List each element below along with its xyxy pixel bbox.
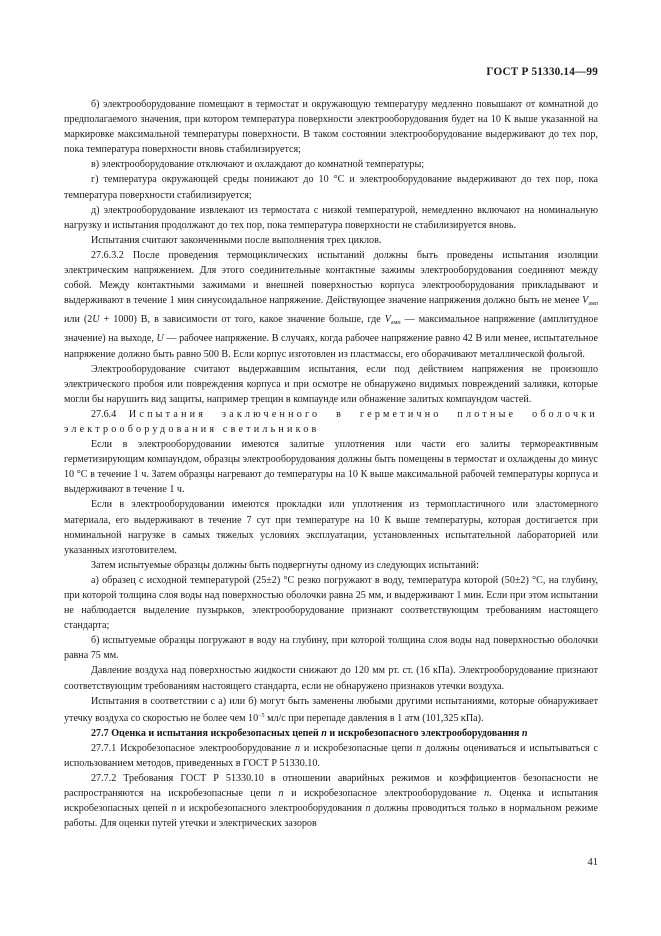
text-run: и искробезопасные цепи bbox=[300, 742, 417, 754]
text-run: 27.6.3.2 После проведения термоциклических испытаний должны быть проведены испытания изоляции электрическим напряжением. Для этого соединительные контактные зажимы электрооборудования соединяют между собой. Между контактными зажимами и внешней поверхностью корпуса электрооборудования прикладывают и выдерживают в течение 1 мин синусоидальное напряжение. Действующее значение напряжения должно быть не менее bbox=[64, 249, 598, 307]
paragraph: Испытания считают законченными после выполнения трех циклов. bbox=[91, 234, 382, 246]
text-run: мл/с при перепаде давления в 1 атм (101,325 кПа). bbox=[264, 712, 484, 724]
paragraph bbox=[64, 248, 598, 362]
text-run: и искробезопасного электрооборудования bbox=[326, 727, 522, 739]
standard-header: ГОСТ Р 51330.14—99 bbox=[486, 66, 598, 78]
symbol-n: n bbox=[521, 727, 528, 739]
paragraph: б) электрооборудование помещают в термостат и окружающую температуру медленно повышают от комнатной до предполагаемого значения, при котором температура поверхности электрооборудования будет на 10 К выше указанной на маркировке максимальной температуры поверхности. В таком состоянии электрооборудование выдерживают до тех пор, пока температура поверхности вновь стабилизируется; bbox=[64, 99, 598, 156]
text-run: — рабочее напряжение. В случаях, когда рабочее напряжение равно 42 В или менее, испытательное напряжение должно быть равно 500 В. Если корпус изготовлен из пластмассы, его оборачивают металлической фольгой. bbox=[64, 333, 598, 360]
section-heading bbox=[64, 726, 598, 741]
text-run: должны оцениваться и испытываться с использованием методов, приведенных в ГОСТ Р 51330.10. bbox=[64, 742, 598, 770]
symbol-n: n bbox=[484, 788, 490, 800]
text-run: 27.7 Оценка и испытания искробезопасных цепей bbox=[91, 727, 322, 739]
subscript: амп bbox=[390, 320, 401, 327]
text-run: должны проводиться только в нормальном режиме работы. Для оценки путей утечки и электрических зазоров bbox=[64, 803, 599, 830]
paragraph: Давление воздуха над поверхностью жидкости снижают до 120 мм рт. ст. (16 кПа). Электрооборудование признают соответствующим требованиям настоящего стандарта, если не обнаружено признаков утечки воздуха. bbox=[64, 665, 598, 692]
symbol-u: U bbox=[92, 314, 100, 326]
paragraph bbox=[64, 694, 598, 726]
text-run: и искробезопасного электрооборудования bbox=[176, 803, 366, 815]
text-run: 27.7.2 Требования ГОСТ Р 51330.10 в отношении аварийных режимов и коэффициентов безопасности не распространяются на искробезопасные цепи bbox=[64, 773, 598, 800]
symbol-n: n bbox=[294, 742, 300, 754]
paragraph: Электрооборудование считают выдержавшим испытания, если под действием напряжения не произошло электрического пробоя или повреждения корпуса и при осмотре не обнаружено видимых повреждений заливки, которые могли бы нарушить вид защиты, например трещин в компаунде или обнажение залитых компаундом частей. bbox=[64, 363, 598, 405]
paragraph: в) электрооборудование отключают и охлаждают до комнатной температуры; bbox=[91, 159, 425, 171]
paragraph bbox=[64, 771, 598, 831]
document-page bbox=[64, 0, 598, 936]
paragraph: Затем испытуемые образцы должны быть подвергнуты одному из следующих испытаний: bbox=[91, 559, 479, 571]
paragraph: д) электрооборудование извлекают из термостата с низкой температурой, немедленно включают на номинальную нагрузку и испытания продолжают до тех пор, пока температура поверхности не стабилизируется вновь. bbox=[64, 204, 598, 231]
symbol-n: n bbox=[416, 742, 422, 754]
paragraph: б) испытуемые образцы погружают в воду на глубину, при которой толщина слоя воды над поверхностью оболочки равна 75 мм. bbox=[64, 635, 598, 662]
symbol-v: V bbox=[582, 295, 589, 307]
body-text bbox=[64, 97, 598, 832]
paragraph: г) температура окружающей среды понижают до 10 °С и электрооборудование выдерживают до тех пор, пока температура поверхности стабилизируется; bbox=[64, 174, 598, 201]
section-heading bbox=[64, 407, 598, 437]
symbol-n: n bbox=[321, 727, 327, 739]
text-run: и искробезопасное электрооборудование bbox=[283, 788, 485, 800]
page-number: 41 bbox=[587, 857, 598, 868]
paragraph: Если в электрооборудовании имеются залитые уплотнения или части его залиты термореактивным герметизирующим компаундом, образцы электрооборудования должны быть помещены в термостат и охлаждены до минус 10 °С в течение 1 ч. Затем образцы нагревают до температуры на 10 К выше максимальной рабочей температуры корпуса и выдерживают в течение 1 ч. bbox=[64, 439, 598, 496]
text-run: — максимальное напряжение (амплитудное значение) на выходе, bbox=[64, 314, 598, 345]
symbol-u: U bbox=[156, 333, 164, 345]
subscript: амп bbox=[588, 301, 598, 308]
text-run: . Оценка и испытания искробезопасных цепей bbox=[64, 788, 598, 815]
symbol-n: n bbox=[365, 803, 371, 815]
section-title: Испытания заключенного в герметично плотные оболочки электрооборудования светильников bbox=[64, 408, 599, 435]
symbol-n: n bbox=[278, 788, 284, 800]
text-run: или (2 bbox=[64, 314, 93, 326]
superscript: −5 bbox=[258, 712, 265, 719]
text-run: + 1000) В, в зависимости от того, какое значение больше, где bbox=[99, 314, 385, 326]
paragraph: а) образец с исходной температурой (25±2) °С резко погружают в воду, температура которой (50±2) °С, на глубину, при которой толщина слоя воды над поверхностью оболочки равна 25 мм, и выдерживают 1 мин. Если при этом испытании не наблюдается выделение пузырьков, электрооборудование признают соответствующим требованиям настоящего стандарта; bbox=[64, 574, 598, 632]
symbol-n: n bbox=[171, 803, 177, 815]
section-number: 27.6.4 bbox=[91, 408, 117, 420]
paragraph: Если в электрооборудовании имеются прокладки или уплотнения из термопластичного или эластомерного материала, его выдерживают в течение 7 сут при температуре на 10 К выше температуры, которая достигается при номинальной нагрузке в самых тяжелых условиях эксплуатации, установленных испытательной лабораторией или указанных изготовителем. bbox=[64, 499, 598, 556]
symbol-v: V bbox=[384, 314, 391, 326]
text-run: Испытания в соответствии с а) или б) могут быть заменены любыми другими испытаниями, которые обнаруживает утечку воздуха со скоростью не более чем 10 bbox=[64, 695, 598, 724]
paragraph bbox=[64, 741, 598, 771]
text-run: 27.7.1 Искробезопасное электрооборудование bbox=[91, 742, 295, 754]
